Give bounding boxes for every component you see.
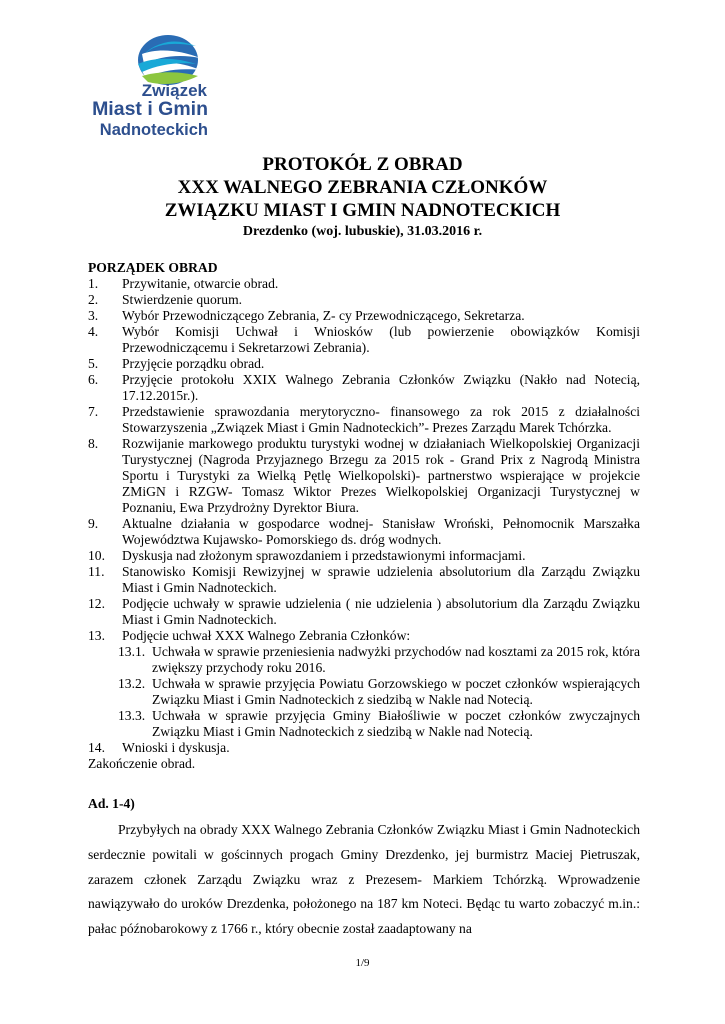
agenda-item-text: Podjęcie uchwał XXX Walnego Zebrania Członków: (122, 628, 411, 643)
agenda-subitem (118, 676, 640, 708)
title-line-3: ZWIĄZKU MIAST I GMIN NADNOTECKICH (164, 200, 561, 221)
agenda-subitem-text: Uchwała w sprawie przyjęcia Powiatu Gorzowskiego w poczet członków wspierających Związku Miast i Gmin Nadnoteckich z siedzibą w Nakle nad Notecią. (152, 676, 640, 707)
agenda-item-number: 3. (88, 308, 99, 323)
agenda-subitem-text: Uchwała w sprawie przyjęcia Gminy Białośliwie w poczet członków zwyczajnych Związku Miast i Gmin Nadnoteckich z siedzibą w Nakle nad Notecią. (152, 708, 640, 739)
agenda-item-number: 2. (88, 292, 99, 307)
agenda-item-text: Przyjęcie protokołu XXIX Walnego Zebrania Członków Związku (Nakło nad Notecią, 17.12.2015r.). (122, 372, 640, 403)
agenda-item-text: Podjęcie uchwały w sprawie udzielenia ( nie udzielenia ) absolutorium dla Zarządu Związku Miast i Gmin Nadnoteckich. (122, 596, 640, 627)
document-subtitle: Drezdenko (woj. lubuskie), 31.03.2016 r. (242, 224, 483, 239)
agenda-subitem (118, 644, 640, 676)
agenda-item-text: Dyskusja nad złożonym sprawozdaniem i przedstawionymi informacjami. (122, 548, 526, 563)
agenda-item-text: Rozwijanie markowego produktu turystyki wodnej w działaniach Wielkopolskiej Organizacji Turystycznej (Nagroda Przyjaznego Brzegu za 2015 rok - Grand Prix z Nagrodą Ministra Sportu i Turystyki za Wielką Pętlę Wielkopolski)- partnerstwo wspierające w projekcie ZMiGN i RZGW- Tomasz Wiktor Prezes Wielkopolskiej Organizacji Turystycznej w Poznaniu, Ewa Przydrożny Dyrektor Biura. (122, 436, 640, 515)
document-body (88, 260, 640, 942)
organization-logo (68, 30, 218, 142)
agenda-item (88, 292, 640, 308)
agenda-item (88, 372, 640, 404)
agenda-item-text: Przywitanie, otwarcie obrad. (122, 276, 279, 291)
agenda-item-text: Stanowisko Komisji Rewizyjnej w sprawie udzielenia absolutorium dla Zarządu Związku Miast i Gmin Nadnoteckich. (122, 564, 640, 595)
agenda-item-number: 13. (88, 628, 105, 643)
logo-line-1: Związek (141, 81, 207, 100)
agenda-item (88, 628, 640, 644)
agenda-item-number: 5. (88, 356, 99, 371)
agenda-item (88, 564, 640, 596)
logo-line-2: Miast i Gmin (92, 98, 208, 120)
agenda-list-end (88, 740, 640, 756)
agenda-item-text: Aktualne działania w gospodarce wodnej- Stanisław Wroński, Pełnomocnik Marszałka Województwa Kujawsko- Pomorskiego ds. dróg wodnych. (122, 516, 640, 547)
agenda-subitem-number: 13.2. (118, 676, 146, 691)
logo-line-3: Nadnoteckich (99, 120, 208, 139)
agenda-item (88, 596, 640, 628)
agenda-item (88, 436, 640, 516)
agenda-item-number: 11. (88, 564, 105, 579)
agenda-item-number: 9. (88, 516, 99, 531)
agenda-item-number: 6. (88, 372, 99, 387)
page-number: 1/9 (355, 957, 370, 969)
agenda-item-number: 8. (88, 436, 99, 451)
agenda-item (88, 740, 640, 756)
agenda-heading: PORZĄDEK OBRAD (88, 260, 218, 275)
agenda-subitem-number: 13.1. (118, 644, 146, 659)
title-line-1: PROTOKÓŁ Z OBRAD (262, 154, 463, 175)
agenda-item-number: 7. (88, 404, 99, 419)
agenda-item (88, 308, 640, 324)
agenda-item-number: 10. (88, 548, 105, 563)
agenda-item-number: 12. (88, 596, 105, 611)
agenda-list (88, 276, 640, 644)
agenda-item-number: 1. (88, 276, 99, 291)
agenda-closing: Zakończenie obrad. (88, 756, 196, 771)
agenda-item (88, 324, 640, 356)
agenda-item-number: 14. (88, 740, 105, 755)
document-header (0, 153, 725, 240)
agenda-item-text: Wybór Przewodniczącego Zebrania, Z- cy Przewodniczącego, Sekretarza. (122, 308, 525, 323)
agenda-item-text: Stwierdzenie quorum. (122, 292, 243, 307)
agenda-item (88, 516, 640, 548)
logo-text (88, 82, 208, 138)
agenda-item-text: Przyjęcie porządku obrad. (122, 356, 265, 371)
agenda-item-text: Wnioski i dyskusja. (122, 740, 230, 755)
agenda-item (88, 276, 640, 292)
title-line-2: XXX WALNEGO ZEBRANIA CZŁONKÓW (177, 177, 548, 198)
agenda-subitem (118, 708, 640, 740)
agenda-item (88, 404, 640, 436)
agenda-subitem-number: 13.3. (118, 708, 146, 723)
section-heading: Ad. 1-4) (88, 796, 135, 811)
agenda-subitem-text: Uchwała w sprawie przeniesienia nadwyżki przychodów nad kosztami za 2015 rok, która zwiększy przychody roku 2016. (152, 644, 640, 675)
agenda-sublist (88, 644, 640, 740)
agenda-item-text: Wybór Komisji Uchwał i Wniosków (lub powierzenie obowiązków Komisji Przewodniczącemu i Sekretarzowi Zebrania). (122, 324, 640, 355)
section-paragraph: Przybyłych na obrady XXX Walnego Zebrania Członków Związku Miast i Gmin Nadnoteckich serdecznie powitali w gościnnych progach Gminy Drezdenko, jej burmistrz Maciej Pietruszak, zarazem członek Zarządu Związku wraz z Prezesem- Markiem Tchórzką. Wprowadzenie nawiązywało do uroków Drezdenka, położonego na 187 km Noteci. Będąc tu warto zobaczyć m.in.: pałac późnobarokowy z 1766 r., który obecnie został zaadaptowany na (88, 822, 640, 937)
agenda-item-text: Przedstawienie sprawozdania merytoryczno- finansowego za rok 2015 z działalności Stowarzyszenia „Związek Miast i Gmin Nadnoteckich”- Prezes Zarządu Marek Tchórzka. (122, 404, 640, 435)
agenda-item (88, 356, 640, 372)
agenda-item (88, 548, 640, 564)
agenda-item-number: 4. (88, 324, 99, 339)
